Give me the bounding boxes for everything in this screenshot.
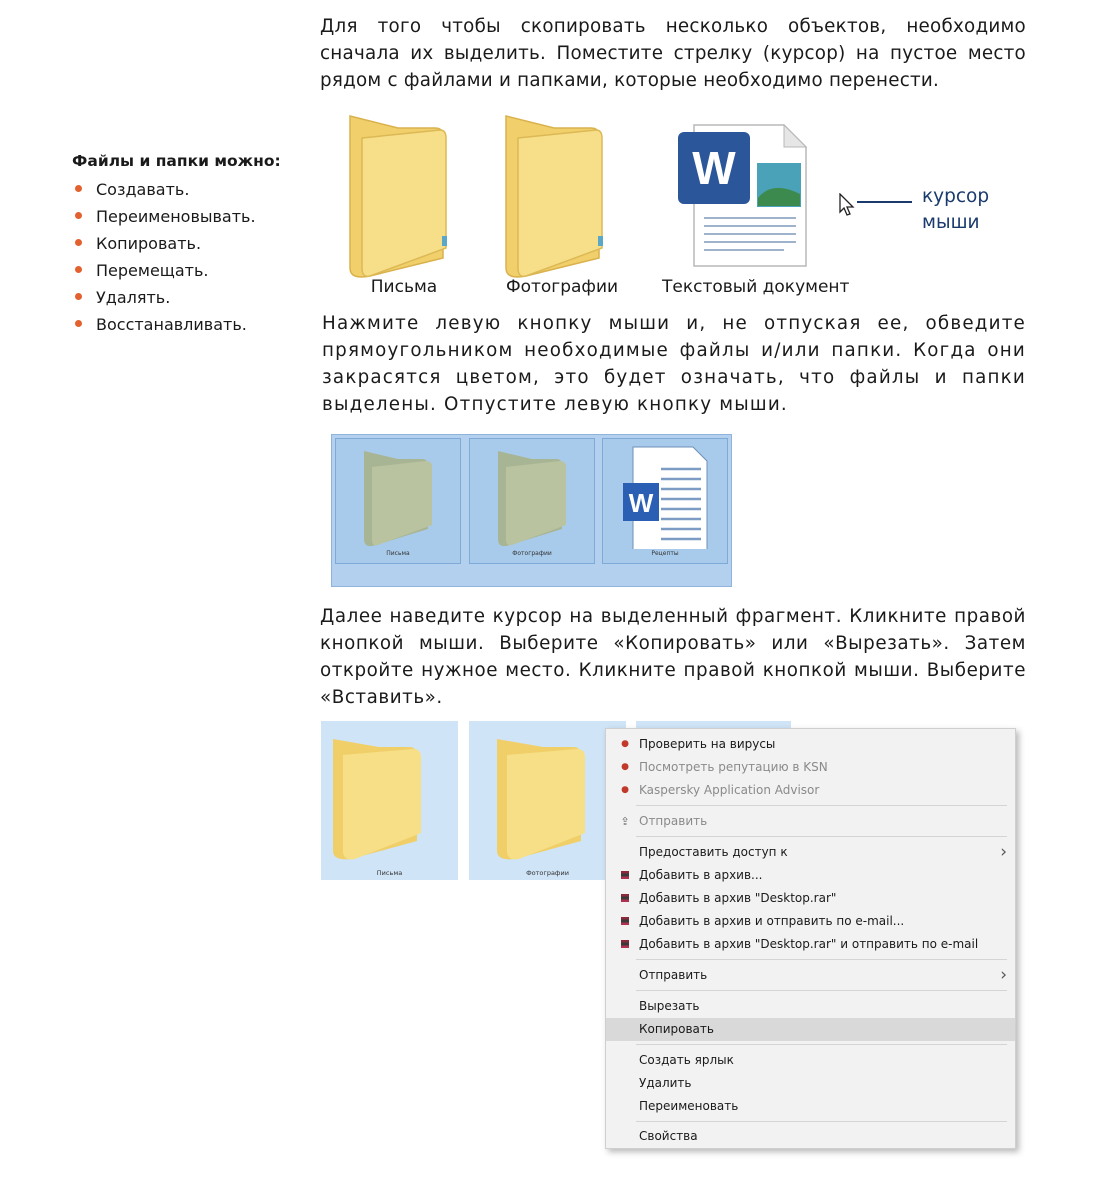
- winrar-icon: [618, 933, 632, 956]
- selected-tile-label: Рецепты: [651, 550, 679, 557]
- menu-item-send-to[interactable]: [606, 964, 1015, 987]
- menu-item-label: Свойства: [639, 1129, 698, 1143]
- list-item: Переименовывать.: [72, 203, 302, 230]
- menu-item-kaspersky-advisor[interactable]: [606, 779, 1015, 802]
- menu-item-archive-email[interactable]: [606, 910, 1015, 933]
- kaspersky-icon: ●: [621, 739, 629, 749]
- sidebar-note: [72, 152, 302, 338]
- menu-item-desktop-rar-email[interactable]: [606, 933, 1015, 956]
- cursor-caption-line-1: курсор: [922, 186, 990, 207]
- menu-item-share[interactable]: [606, 810, 1015, 833]
- menu-item-scan-virus[interactable]: [606, 733, 1015, 756]
- selected-tile: [335, 438, 461, 564]
- selection-area: [331, 434, 732, 587]
- menu-item-label: Удалить: [639, 1076, 692, 1090]
- list-item: Удалять.: [72, 284, 302, 311]
- menu-item-add-desktop-rar[interactable]: [606, 887, 1015, 910]
- kaspersky-icon: ●: [621, 785, 629, 795]
- kaspersky-icon: ●: [621, 762, 629, 772]
- file-tile-label: Письма: [376, 869, 403, 877]
- file-tile-label: Фотографии: [526, 869, 569, 877]
- folder-icon: [470, 439, 594, 549]
- instruction-paragraph-2: Нажмите левую кнопку мыши и, не отпуская ее, обведите прямоугольником необходимые файлы и/или папки. Когда они закрасятся цветом, это будет означать, что файлы и папки выделены. Отпустите левую кнопку мыши.: [322, 313, 1026, 415]
- word-document-icon: [603, 439, 727, 549]
- document-label: Текстовый документ: [662, 277, 850, 297]
- menu-item-add-archive[interactable]: [606, 864, 1015, 887]
- menu-separator: [636, 959, 1007, 960]
- winrar-icon: [618, 864, 632, 887]
- context-menu: [605, 728, 1016, 1149]
- cursor-caption-line-2: мыши: [922, 212, 980, 233]
- folder-icon: [340, 108, 460, 278]
- cursor-pointer-line: [857, 201, 912, 203]
- sidebar-title: Файлы и папки можно:: [72, 152, 281, 170]
- folder-icon: [469, 721, 626, 861]
- menu-item-label: Переименовать: [639, 1099, 739, 1113]
- folder-label-letters: Письма: [370, 277, 438, 297]
- winrar-icon: [618, 887, 632, 910]
- menu-separator: [636, 990, 1007, 991]
- list-item: Перемещать.: [72, 257, 302, 284]
- menu-item-label: Вырезать: [639, 999, 700, 1013]
- menu-item-label: Добавить в архив "Desktop.rar": [639, 891, 837, 905]
- menu-separator: [636, 1044, 1007, 1045]
- cursor-caption: [922, 184, 989, 236]
- menu-item-label: Добавить в архив и отправить по e-mail...: [639, 914, 905, 928]
- share-icon: ⇪: [620, 815, 630, 828]
- folder-icon: [321, 721, 458, 861]
- menu-item-delete[interactable]: [606, 1072, 1015, 1095]
- mouse-cursor-icon: [838, 193, 858, 217]
- menu-separator: [636, 805, 1007, 806]
- menu-item-label: Создать ярлык: [639, 1053, 734, 1067]
- folder-icon: [496, 108, 616, 278]
- menu-separator: [636, 836, 1007, 837]
- menu-item-cut[interactable]: [606, 995, 1015, 1018]
- file-tile: [469, 721, 626, 880]
- menu-separator: [636, 1121, 1007, 1122]
- list-item: Восстанавливать.: [72, 311, 302, 338]
- menu-item-label: Проверить на вирусы: [639, 737, 776, 751]
- menu-item-label: Отправить: [639, 968, 708, 982]
- menu-item-ksn-reputation[interactable]: [606, 756, 1015, 779]
- winrar-icon: [618, 910, 632, 933]
- menu-item-label: Копировать: [639, 1022, 714, 1036]
- sidebar-list: [72, 176, 302, 338]
- menu-item-rename[interactable]: [606, 1095, 1015, 1118]
- menu-item-properties[interactable]: [606, 1125, 1015, 1148]
- instruction-paragraph-1: Для того чтобы скопировать несколько объектов, необходимо сначала их выделить. Поместите стрелку (курсор) на пустое место рядом с файлами и папками, которые необходимо перенести.: [320, 16, 1026, 91]
- menu-item-copy[interactable]: [606, 1018, 1015, 1041]
- selected-tile-label: Письма: [386, 550, 410, 557]
- menu-item-label: Отправить: [639, 814, 708, 828]
- menu-item-label: Добавить в архив "Desktop.rar" и отправить по e-mail: [639, 937, 979, 951]
- list-item: Копировать.: [72, 230, 302, 257]
- selected-tile-label: Фотографии: [512, 550, 552, 557]
- menu-item-give-access[interactable]: [606, 841, 1015, 864]
- folder-icon: [336, 439, 460, 549]
- menu-item-create-shortcut[interactable]: [606, 1049, 1015, 1072]
- menu-item-label: Посмотреть репутацию в KSN: [639, 760, 828, 774]
- instruction-paragraph-3: Далее наведите курсор на выделенный фрагмент. Кликните правой кнопкой мыши. Выберите «Копировать» или «Вырезать». Затем откройте нужное место. Кликните правой кнопкой мыши. Выберите «Вставить».: [320, 606, 1026, 708]
- chevron-right-icon: ›: [1000, 965, 1007, 985]
- svg-text:W: W: [628, 488, 654, 518]
- svg-text:W: W: [692, 142, 736, 194]
- selected-tile: [469, 438, 595, 564]
- word-document-icon: [674, 120, 814, 270]
- menu-item-label: Предоставить доступ к: [639, 845, 788, 859]
- list-item: Создавать.: [72, 176, 302, 203]
- menu-item-label: Kaspersky Application Advisor: [639, 783, 820, 797]
- menu-item-label: Добавить в архив...: [639, 868, 763, 882]
- chevron-right-icon: ›: [1000, 842, 1007, 862]
- file-tile: [321, 721, 458, 880]
- selected-tile: [602, 438, 728, 564]
- folder-label-photos: Фотографии: [505, 277, 619, 297]
